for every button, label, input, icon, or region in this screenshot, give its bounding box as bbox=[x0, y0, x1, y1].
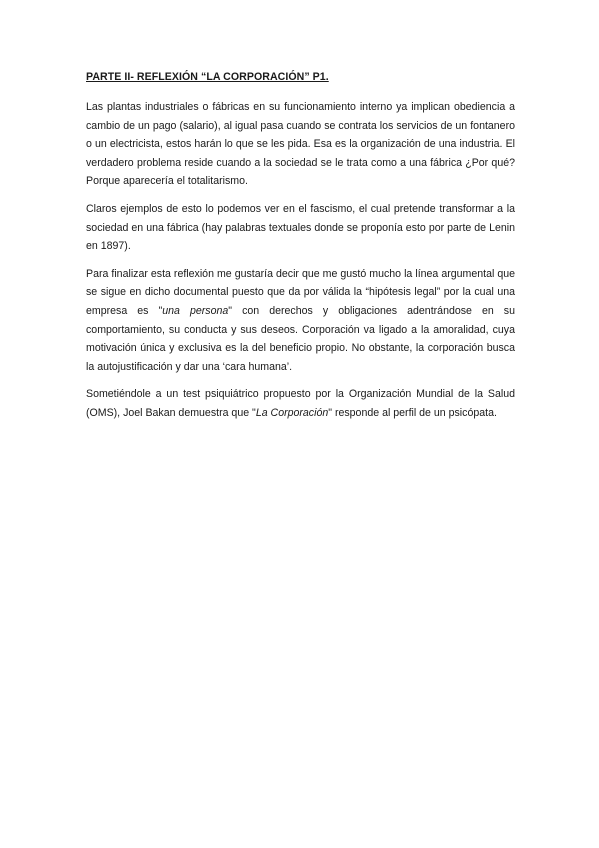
paragraph-psychopath-part2: " responde al perfil de un psicópata. bbox=[328, 406, 497, 419]
section-title: PARTE II- REFLEXIÓN “LA CORPORACIÓN” P1. bbox=[86, 71, 329, 83]
paragraph-psychopath-italic: La Corporación bbox=[255, 406, 329, 419]
document-body bbox=[86, 70, 515, 432]
paragraph-conclusion bbox=[86, 265, 515, 377]
paragraph-conclusion-part1: Para finalizar esta reflexión me gustaría decir que me gustó mucho la línea argumental que se sigue en dicho documental puesto que da por válida la “hipótesis legal” por la cual una empresa es " bbox=[86, 267, 515, 317]
paragraph-psychopath-part1: Sometiéndole a un test psiquiátrico propuesto por la Organización Mundial de la Salud (OMS), Joel Bakan demuestra que " bbox=[86, 388, 515, 419]
paragraph-conclusion-part2: " con derechos y obligaciones adentrándose en su comportamiento, su conducta y sus deseos. Corporación va ligado a la amoralidad, cuya motivación única y exclusiva es la del beneficio propio. No obstante, la corporación busca la autojustificación y dar una ‘cara humana’. bbox=[86, 304, 515, 373]
paragraph-psychopath-test bbox=[86, 385, 515, 422]
paragraph-fascism-examples: Claros ejemplos de esto lo podemos ver en el fascismo, el cual pretende transformar a la sociedad en una fábrica (hay palabras textuales donde se proponía esto por parte de Lenin en 1897). bbox=[86, 202, 515, 253]
paragraph-conclusion-italic: una persona bbox=[162, 304, 229, 317]
paragraph-industrial-plants: Las plantas industriales o fábricas en su funcionamiento interno ya implican obediencia a cambio de un pago (salario), al igual pasa cuando se contrata los servicios de un fontanero o un electricista, estos harán lo que se les pida. Esa es la organización de una industria. El verdadero problema reside cuando a la sociedad se le trata como a una fábrica ¿Por qué? Porque aparecería el totalitarismo. bbox=[86, 101, 515, 188]
